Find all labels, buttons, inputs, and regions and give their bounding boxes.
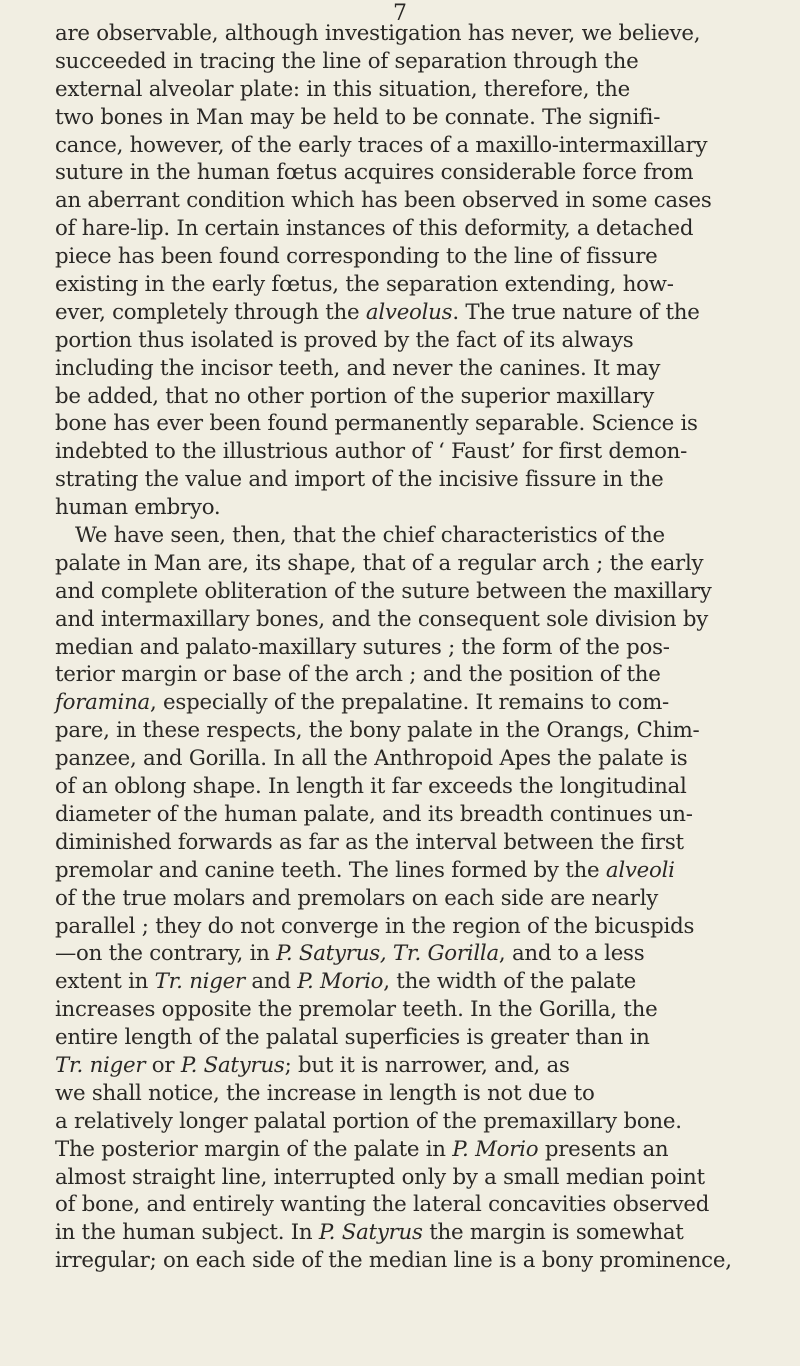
text-line: cance, however, of the early traces of a maxillo-intermaxillary	[55, 132, 708, 158]
text-line: entire length of the palatal superficies is greater than in	[55, 1025, 650, 1051]
text-line: of the true molars and premolars on each side are nearly	[55, 885, 659, 911]
text-line: two bones in Man may be held to be connate. The signifi-	[55, 104, 661, 130]
text-line: be added, that no other portion of the superior maxillary	[55, 383, 655, 409]
text-line: diminished forwards as far as the interval between the first	[55, 829, 684, 855]
text-line: terior margin or base of the arch ; and the position of the	[55, 662, 661, 688]
text-line: indebted to the illustrious author of ‘ Faust’ for first demon-	[55, 439, 688, 465]
text-line: ever, completely through the alveolus. The true nature of the	[55, 299, 700, 325]
text-line: The posterior margin of the palate in P. Morio presents an	[55, 1136, 669, 1162]
text-line: irregular; on each side of the median line is a bony prominence,	[55, 1248, 732, 1274]
text-line: of bone, and entirely wanting the lateral concavities observed	[55, 1192, 710, 1218]
text-line: bone has ever been found permanently separable. Science is	[55, 411, 698, 437]
text-line: strating the value and import of the incisive fissure in the	[55, 467, 664, 493]
text-line: increases opposite the premolar teeth. In the Gorilla, the	[55, 997, 658, 1023]
text-line: parallel ; they do not converge in the region of the bicuspids	[55, 913, 695, 939]
text-line: median and palato-maxillary sutures ; the form of the pos-	[55, 634, 670, 660]
text-line: external alveolar plate: in this situation, therefore, the	[55, 76, 630, 102]
body-text	[55, 20, 781, 1275]
text-line: are observable, although investigation has never, we believe,	[55, 21, 701, 46]
text-line: Tr. niger or P. Satyrus; but it is narrower, and, as	[55, 1052, 570, 1078]
text-line: succeeded in tracing the line of separation through the	[55, 48, 639, 74]
text-line: suture in the human fœtus acquires considerable force from	[55, 160, 694, 186]
text-line: pare, in these respects, the bony palate in the Orangs, Chim-	[55, 718, 700, 744]
text-line: an aberrant condition which has been observed in some cases	[55, 188, 712, 214]
text-line: human embryo.	[55, 495, 221, 521]
text-line: foramina, especially of the prepalatine. It remains to com-	[55, 690, 669, 716]
text-line: including the incisor teeth, and never the canines. It may	[55, 355, 661, 381]
text-line: diameter of the human palate, and its breadth continues un-	[55, 801, 693, 827]
text-line: of an oblong shape. In length it far exceeds the longitudinal	[55, 774, 687, 800]
text-line: almost straight line, interrupted only by a small median point	[55, 1164, 705, 1190]
text-line: portion thus isolated is proved by the fact of its always	[55, 327, 634, 353]
text-line: We have seen, then, that the chief characteristics of the	[75, 523, 665, 549]
text-line: premolar and canine teeth. The lines formed by the alveoli	[55, 857, 675, 883]
text-line: extent in Tr. niger and P. Morio, the width of the palate	[55, 969, 637, 995]
text-line: and complete obliteration of the suture between the maxillary	[55, 578, 712, 604]
text-line: piece has been found corresponding to the line of fissure	[55, 244, 658, 270]
text-line: —on the contrary, in P. Satyrus, Tr. Gorilla, and to a less	[55, 941, 645, 967]
text-line: and intermaxillary bones, and the consequent sole division by	[55, 606, 709, 632]
text-line: we shall notice, the increase in length is not due to	[55, 1080, 595, 1106]
text-line: a relatively longer palatal portion of the premaxillary bone.	[55, 1108, 682, 1134]
text-line: panzee, and Gorilla. In all the Anthropoid Apes the palate is	[55, 746, 688, 772]
text-line: palate in Man are, its shape, that of a regular arch ; the early	[55, 550, 704, 576]
page-number: 7	[393, 1, 407, 26]
text-line: in the human subject. In P. Satyrus the margin is somewhat	[55, 1220, 684, 1246]
text-line: existing in the early fœtus, the separation extending, how-	[55, 272, 674, 298]
text-line: of hare-lip. In certain instances of this deformity, a detached	[55, 216, 694, 242]
